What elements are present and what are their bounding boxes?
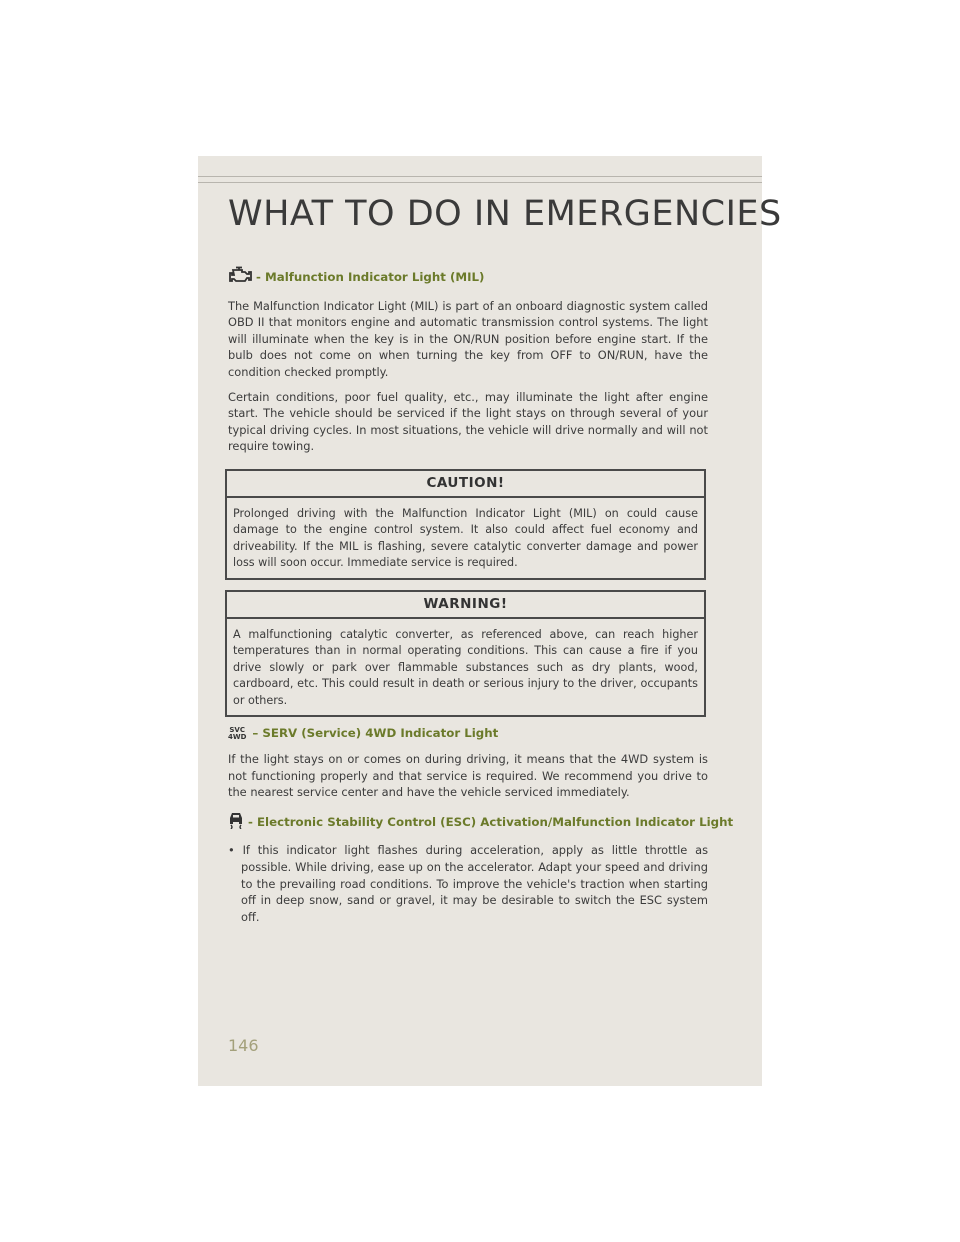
esc-heading [228, 811, 734, 834]
page-content [228, 266, 734, 933]
mil-paragraph-2: Certain conditions, poor fuel quality, etc., may illuminate the light after engine start. The vehicle should be serviced if the light stays on through several of your typical driving cycles. In most situations, the vehicle will drive normally and will not require towing. [228, 389, 708, 454]
top-rule [198, 176, 762, 177]
top-rule-secondary [198, 182, 762, 183]
caution-body: Prolonged driving with the Malfunction Indicator Light (MIL) on could cause damage to the engine control system. It also could affect fuel economy and driveability. If the MIL is flashing, severe catalytic converter damage and power loss will soon occur. Immediate service is required. [233, 506, 698, 570]
svc-icon-line2: 4WD [228, 732, 247, 741]
manual-page [198, 156, 782, 1086]
skidding-car-icon [228, 811, 244, 834]
svc-icon-line1: SVC [229, 725, 245, 734]
svc-4wd-icon [228, 727, 246, 741]
esc-bullet-item: • If this indicator light flashes during acceleration, apply as little throttle as possible. While driving, ease up on the accelerator. Adapt your speed and driving to the prevailing road conditions. To improve the vehicle's traction when starting off in deep snow, sand or gravel, it may be desirable to switch the ESC system off. [228, 843, 708, 924]
esc-heading-text: - Electronic Stability Control (ESC) Activation/Malfunction Indicator Light [248, 814, 734, 829]
page-number: 146 [228, 1036, 259, 1055]
caution-box [225, 469, 706, 580]
serv4wd-heading-text: – SERV (Service) 4WD Indicator Light [252, 726, 499, 741]
mil-paragraph-1: The Malfunction Indicator Light (MIL) is part of an onboard diagnostic system called OBD II that monitors engine and automatic transmission control systems. The light will illuminate when the key is in the ON/RUN position before engine start. If the bulb does not come on when turning the key from OFF to ON/RUN, have the condition checked promptly. [228, 298, 708, 379]
mil-heading [228, 266, 708, 289]
serv4wd-paragraph: If the light stays on or comes on during driving, it means that the 4WD system is not functioning properly and that service is required. We recommend you drive to the nearest service center and have the vehicle serviced immediately. [228, 752, 708, 800]
page-title: WHAT TO DO IN EMERGENCIES [228, 194, 782, 234]
warning-title: WARNING! [227, 592, 704, 619]
mil-heading-text: - Malfunction Indicator Light (MIL) [256, 270, 485, 284]
engine-icon [228, 266, 252, 289]
warning-body: A malfunctioning catalytic converter, as referenced above, can reach higher temperatures than in normal operating conditions. This can cause a fire if you drive slowly or park over flammable substances such as dry plants, wood, cardboard, etc. This could result in death or serious injury to the driver, occupants or others. [233, 627, 698, 707]
caution-title: CAUTION! [227, 471, 704, 498]
warning-box [225, 590, 706, 718]
serv4wd-heading [228, 725, 708, 742]
